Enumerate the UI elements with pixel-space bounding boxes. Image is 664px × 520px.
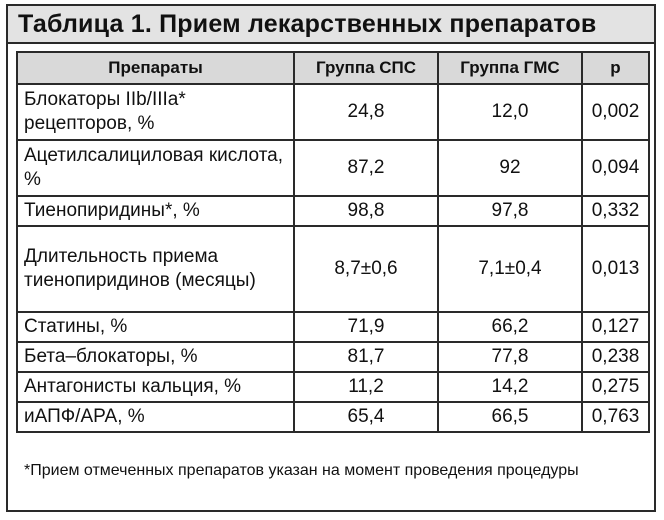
p-value: 0,094 (582, 140, 649, 196)
gms-value: 66,2 (438, 312, 582, 342)
sps-value: 98,8 (294, 196, 438, 226)
header-sps-group: Группа СПС (294, 52, 438, 84)
sps-value: 65,4 (294, 402, 438, 432)
p-value: 0,238 (582, 342, 649, 372)
drug-name: Тиенопиридины*, % (17, 196, 294, 226)
p-value: 0,332 (582, 196, 649, 226)
table-row (17, 226, 649, 312)
table-row (17, 372, 649, 402)
table-row (17, 342, 649, 372)
table-title: Таблица 1. Прием лекарственных препаратов (18, 10, 597, 38)
drug-name: Бета–блокаторы, % (17, 342, 294, 372)
p-value: 0,127 (582, 312, 649, 342)
gms-value: 77,8 (438, 342, 582, 372)
drug-name: Блокаторы IIb/IIIa* рецепторов, % (17, 84, 294, 140)
p-value: 0,275 (582, 372, 649, 402)
sps-value: 24,8 (294, 84, 438, 140)
header-gms-group: Группа ГМС (438, 52, 582, 84)
sps-value: 81,7 (294, 342, 438, 372)
title-bar (8, 6, 654, 44)
table-row (17, 402, 649, 432)
drug-name: Ацетилсалициловая кислота, % (17, 140, 294, 196)
header-p-value: p (582, 52, 649, 84)
gms-value: 92 (438, 140, 582, 196)
table-row (17, 140, 649, 196)
footnote: *Прием отмеченных препаратов указан на момент проведения процедуры (24, 462, 579, 479)
table-frame (6, 4, 656, 512)
sps-value: 71,9 (294, 312, 438, 342)
header-row (17, 52, 649, 84)
gms-value: 66,5 (438, 402, 582, 432)
gms-value: 14,2 (438, 372, 582, 402)
table-row (17, 84, 649, 140)
p-value: 0,002 (582, 84, 649, 140)
sps-value: 8,7±0,6 (294, 226, 438, 312)
p-value: 0,013 (582, 226, 649, 312)
gms-value: 12,0 (438, 84, 582, 140)
drug-name: Статины, % (17, 312, 294, 342)
sps-value: 87,2 (294, 140, 438, 196)
drug-name: Антагонисты кальция, % (17, 372, 294, 402)
table-row (17, 312, 649, 342)
drug-name: Длительность приема тиенопиридинов (месяцы) (17, 226, 294, 312)
drug-table (16, 51, 650, 433)
sps-value: 11,2 (294, 372, 438, 402)
table-row (17, 196, 649, 226)
drug-name: иАПФ/АРА, % (17, 402, 294, 432)
gms-value: 7,1±0,4 (438, 226, 582, 312)
gms-value: 97,8 (438, 196, 582, 226)
p-value: 0,763 (582, 402, 649, 432)
header-drugs: Препараты (17, 52, 294, 84)
